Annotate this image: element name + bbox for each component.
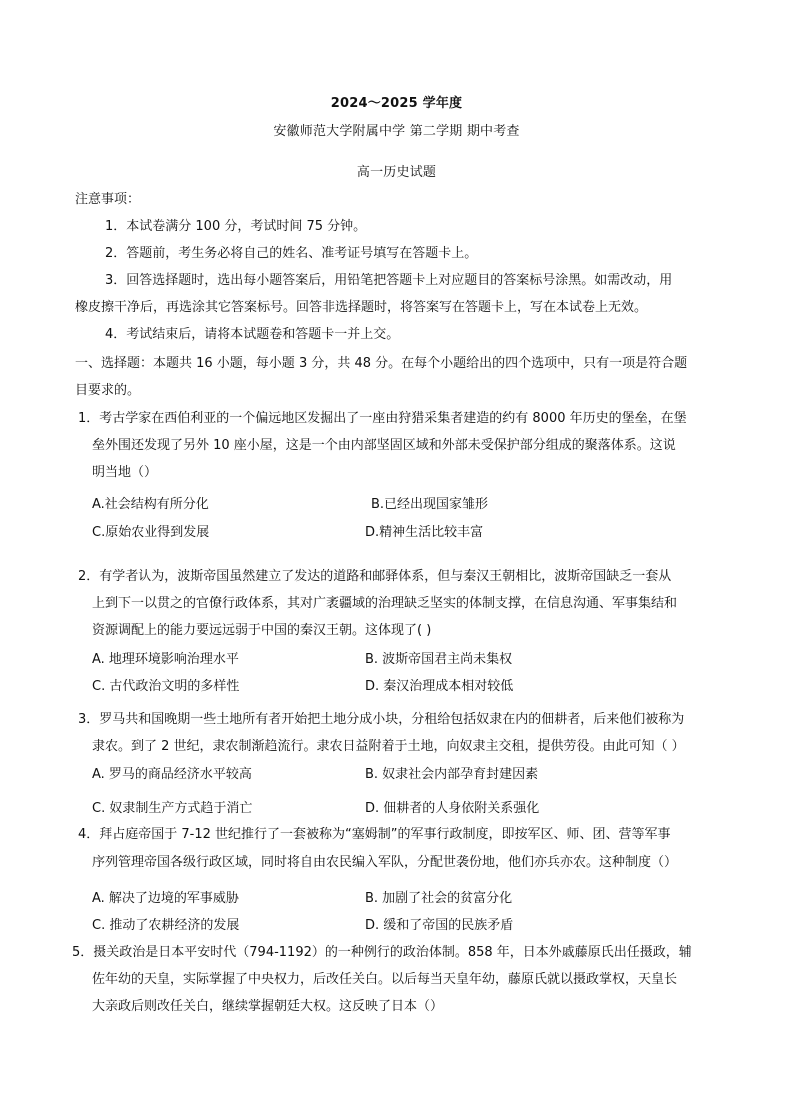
q1-option-d: D.精神生活比较丰富 <box>365 525 484 540</box>
notice-item-3-cont: 橡皮擦干净后，再选涂其它答案标号。回答非选择题时，将答案写在答题卡上，写在本试卷上无效。 <box>75 300 648 315</box>
exam-year: 2024～2025 学年度 <box>330 96 463 111</box>
notice-item-4: 4．考试结束后，请将本试题卷和答题卡一并上交。 <box>105 327 400 342</box>
q1-line-3: 明当地（） <box>92 465 158 480</box>
q3-option-c: C. 奴隶制生产方式趋于消亡 <box>92 801 253 816</box>
notice-item-3: 3．回答选择题时，选出每小题答案后，用铅笔把答题卡上对应题目的答案标号涂黑。如需改动，用 <box>105 273 673 288</box>
q2-option-a: A. 地理环境影响治理水平 <box>92 652 239 667</box>
q4-line-2: 序列管理帝国各级行政区域，同时将自由农民编入军队，分配世袭份地，他们亦兵亦农。这种制度（） <box>92 855 678 870</box>
q5-line-1: 5．摄关政治是日本平安时代（794-1192）的一种例行的政治体制。858 年，日本外戚藤原氏出任摄政，辅 <box>72 945 692 960</box>
q4-option-a: A. 解决了边境的军事威胁 <box>92 891 239 906</box>
q1-option-b: B.已经出现国家雏形 <box>371 497 489 512</box>
q2-line-2: 上到下一以贯之的官僚行政体系，其对广袤疆域的治理缺乏坚实的体制支撑，在信息沟通、军事集结和 <box>92 596 678 611</box>
section-heading: 一、选择题：本题共 16 小题，每小题 3 分，共 48 分。在每个小题给出的四个选项中，只有一项是符合题 <box>75 356 688 371</box>
q4-option-b: B. 加剧了社会的贫富分化 <box>365 891 513 906</box>
q4-line-1: 4．拜占庭帝国于 7-12 世纪推行了一套被称为“塞姆制”的军事行政制度，即按军区、师、团、营等军事 <box>78 827 671 842</box>
notice-item-2: 2．答题前，考生务必将自己的姓名、准考证号填写在答题卡上。 <box>105 246 478 261</box>
q1-option-a: A.社会结构有所分化 <box>92 497 209 512</box>
q2-option-d: D. 秦汉治理成本相对较低 <box>365 679 514 694</box>
q3-option-d: D. 佃耕者的人身依附关系强化 <box>365 801 540 816</box>
q1-option-c: C.原始农业得到发展 <box>92 525 210 540</box>
exam-subject-title: 高一历史试题 <box>356 165 437 180</box>
q1-line-1: 1．考古学家在西伯利亚的一个偏远地区发掘出了一座由狩猎采集者建造的约有 8000 年历史的堡垒，在堡 <box>78 411 687 426</box>
q5-line-2: 佐年幼的天皇，实际掌握了中央权力，后改任关白。以后每当天皇年幼，藤原氏就以摄政掌权，天皇长 <box>92 972 678 987</box>
q2-option-c: C. 古代政治文明的多样性 <box>92 679 240 694</box>
q2-line-3: 资源调配上的能力要远远弱于中国的秦汉王朝。这体现了( ) <box>92 623 432 638</box>
q1-line-2: 垒外围还发现了另外 10 座小屋，这是一个由内部坚固区域和外部未受保护部分组成的聚落体系。这说 <box>92 438 676 453</box>
q4-option-d: D. 缓和了帝国的民族矛盾 <box>365 918 514 933</box>
q2-option-b: B. 波斯帝国君主尚未集权 <box>365 652 513 667</box>
notice-item-1: 1．本试卷满分 100 分，考试时间 75 分钟。 <box>105 219 367 234</box>
q3-line-2: 隶农。到了 2 世纪，隶农制渐趋流行。隶农日益附着于土地，向奴隶主交租，提供劳役。由此可知（ ） <box>92 739 685 754</box>
q3-line-1: 3．罗马共和国晚期一些土地所有者开始把土地分成小块，分租给包括奴隶在内的佃耕者，后来他们被称为 <box>78 712 685 727</box>
section-heading-cont: 目要求的。 <box>75 383 141 398</box>
q5-line-3: 大亲政后则改任关白，继续掌握朝廷大权。这反映了日本（） <box>92 999 444 1014</box>
q3-option-b: B. 奴隶社会内部孕育封建因素 <box>365 767 539 782</box>
exam-school-title: 安徽师范大学附属中学 第二学期 期中考查 <box>273 124 520 139</box>
q2-line-1: 2．有学者认为，波斯帝国虽然建立了发达的道路和邮驿体系，但与秦汉王朝相比，波斯帝国缺乏一套从 <box>78 569 672 584</box>
notice-title: 注意事项： <box>75 192 141 207</box>
q3-option-a: A. 罗马的商品经济水平较高 <box>92 767 252 782</box>
q4-option-c: C. 推动了农耕经济的发展 <box>92 918 240 933</box>
